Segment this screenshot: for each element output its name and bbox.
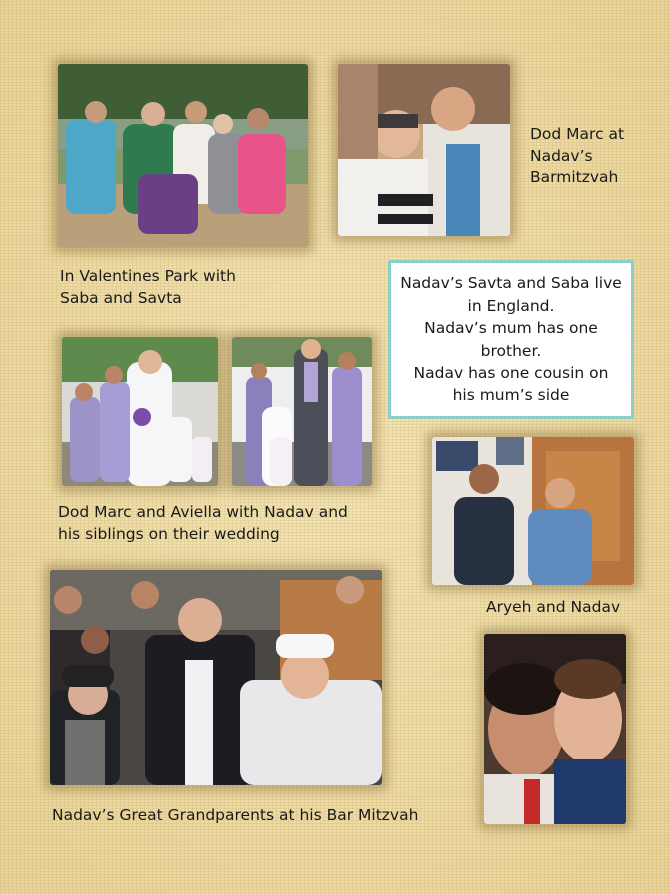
photo-dod-marc-barmitzvah	[338, 64, 510, 236]
photo-valentines-park	[58, 64, 308, 247]
info-box: Nadav’s Savta and Saba live in England. Nadav’s mum has one brother. Nadav has one cousin on his mum’s side	[388, 260, 634, 419]
caption-valentines-park: In Valentines Park with Saba and Savta	[60, 267, 236, 307]
caption-dod-marc-barmitzvah: Dod Marc at Nadav’s Barmitzvah	[530, 125, 625, 187]
photo-two-boys-closeup	[484, 634, 626, 824]
photo-aryeh-nadav	[432, 437, 634, 585]
photo-wedding-limo	[232, 337, 372, 486]
caption-great-grandparents: Nadav’s Great Grandparents at his Bar Mitzvah	[52, 806, 419, 824]
photo-wedding-group	[62, 337, 218, 486]
caption-wedding: Dod Marc and Aviella with Nadav and his siblings on their wedding	[58, 503, 348, 543]
photo-great-grandparents	[50, 570, 382, 785]
caption-aryeh-nadav: Aryeh and Nadav	[486, 598, 621, 616]
